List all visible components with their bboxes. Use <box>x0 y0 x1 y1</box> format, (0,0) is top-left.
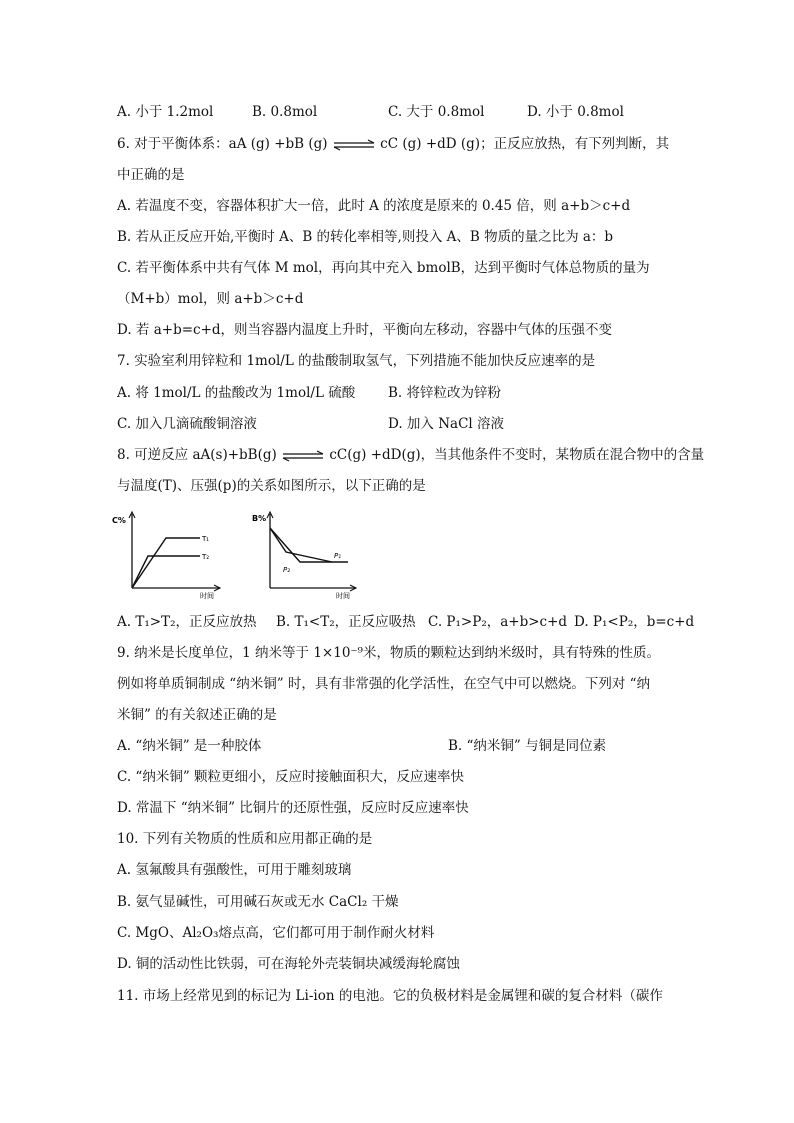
q10-option-c: C. MgO、Al₂O₃熔点高，它们都可用于制作耐火材料 <box>117 925 435 941</box>
graph2-y-label: B% <box>252 514 267 523</box>
q8-option-a: A. T₁>T₂，正反应放热 <box>117 614 257 630</box>
q5-option-c: C. 大于 0.8mol <box>388 104 485 120</box>
graph1-curve-t1 <box>132 538 200 588</box>
q6-stem-right: cC (g) +dD (g)；正反应放热，有下列判断，其 <box>380 136 670 152</box>
q8-option-b: B. T₁<T₂，正反应吸热 <box>276 614 416 630</box>
q6-option-b: B. 若从正反应开始,平衡时 A、B 的转化率相等,则投入 A、B 物质的量之比为 a：b <box>117 229 614 245</box>
q9-option-d: D. 常温下 “纳米铜” 比铜片的还原性强，反应时反应速率快 <box>117 800 469 816</box>
graph1-x-label: 时间 <box>200 592 214 600</box>
q8-option-c: C. P₁>P₂，a+b>c+d <box>428 614 568 630</box>
q6-stem-line2: 中正确的是 <box>117 167 185 183</box>
graph1-label-t1: T₁ <box>202 535 210 543</box>
q8-stem-line2: 与温度(T)、压强(p)的关系如图所示，以下正确的是 <box>117 478 426 494</box>
graph2-x-label: 时间 <box>336 592 350 600</box>
q5-option-a: A. 小于 1.2mol <box>117 104 214 120</box>
graph2-label-p1: P₁ <box>334 552 342 560</box>
q10-option-d: D. 铜的活动性比铁弱，可在海轮外壳装铜块减缓海轮腐蚀 <box>117 956 460 972</box>
q8-stem-line1 <box>117 445 704 465</box>
equilibrium-arrow-icon <box>332 139 376 151</box>
q8-stem-right: cC(g) +dD(g)，当其他条件不变时，某物质在混合物中的含量 <box>329 447 705 463</box>
q10-stem: 10. 下列有关物质的性质和应用都正确的是 <box>117 831 373 847</box>
graph2-curve-p2 <box>270 528 332 562</box>
q10-option-a: A. 氢氟酸具有强酸性，可用于雕刻玻璃 <box>117 862 352 878</box>
q8-stem-left: 8. 可逆反应 aA(s)+bB(g) <box>117 447 277 463</box>
q8-graph-c-percent <box>112 508 224 600</box>
graph1-y-label: C% <box>112 516 126 525</box>
equilibrium-arrow-icon <box>281 450 325 462</box>
q9-stem-line1: 9. 纳米是长度单位，1 纳米等于 1×10⁻⁹米，物质的颗粒达到纳米级时，具有特殊的性质。 <box>117 645 660 661</box>
q7-option-d: D. 加入 NaCl 溶液 <box>388 416 505 432</box>
q6-option-c-line1: C. 若平衡体系中共有气体 M mol，再向其中充入 bmolB，达到平衡时气体总物质的量为 <box>117 260 650 276</box>
q6-option-c-line2: （M+b）mol，则 a+b＞c+d <box>117 291 304 307</box>
q9-option-c: C. “纳米铜” 颗粒更细小，反应时接触面积大，反应速率快 <box>117 769 465 785</box>
q8-graph-b-percent <box>252 508 360 600</box>
q9-option-a: A. “纳米铜” 是一种胶体 <box>117 738 262 754</box>
q8-option-d: D. P₁<P₂，b=c+d <box>574 614 695 630</box>
q6-option-d: D. 若 a+b=c+d，则当容器内温度上升时，平衡向左移动，容器中气体的压强不变 <box>117 322 613 338</box>
graph2-label-p2: P₂ <box>283 566 291 574</box>
graph1-label-t2: T₂ <box>202 553 210 561</box>
q6-option-a: A. 若温度不变，容器体积扩大一倍，此时 A 的浓度是原来的 0.45 倍，则 a+b＞c+d <box>117 198 631 214</box>
q11-stem-line1: 11. 市场上经常见到的标记为 Li-ion 的电池。它的负极材料是金属锂和碳的复合材料（碳作 <box>117 988 663 1004</box>
q5-option-b: B. 0.8mol <box>252 104 318 120</box>
q7-option-b: B. 将锌粒改为锌粉 <box>388 385 502 401</box>
q9-stem-line3: 米铜” 的有关叙述正确的是 <box>117 707 277 723</box>
q6-stem-left: 6. 对于平衡体系：aA (g) +bB (g) <box>117 136 328 152</box>
q7-stem: 7. 实验室利用锌粒和 1mol/L 的盐酸制取氢气，下列措施不能加快反应速率的是 <box>117 353 596 369</box>
q7-option-a: A. 将 1mol/L 的盐酸改为 1mol/L 硫酸 <box>117 385 356 401</box>
q10-option-b: B. 氨气显碱性，可用碱石灰或无水 CaCl₂ 干燥 <box>117 894 399 910</box>
q9-stem-line2: 例如将单质铜制成 “纳米铜” 时，具有非常强的化学活性，在空气中可以燃烧。下列对 “纳 <box>117 676 651 692</box>
q7-option-c: C. 加入几滴硫酸铜溶液 <box>117 416 257 432</box>
q9-option-b: B. “纳米铜” 与铜是同位素 <box>448 738 607 754</box>
q6-stem-line1 <box>117 134 669 154</box>
q5-option-d: D. 小于 0.8mol <box>527 104 624 120</box>
